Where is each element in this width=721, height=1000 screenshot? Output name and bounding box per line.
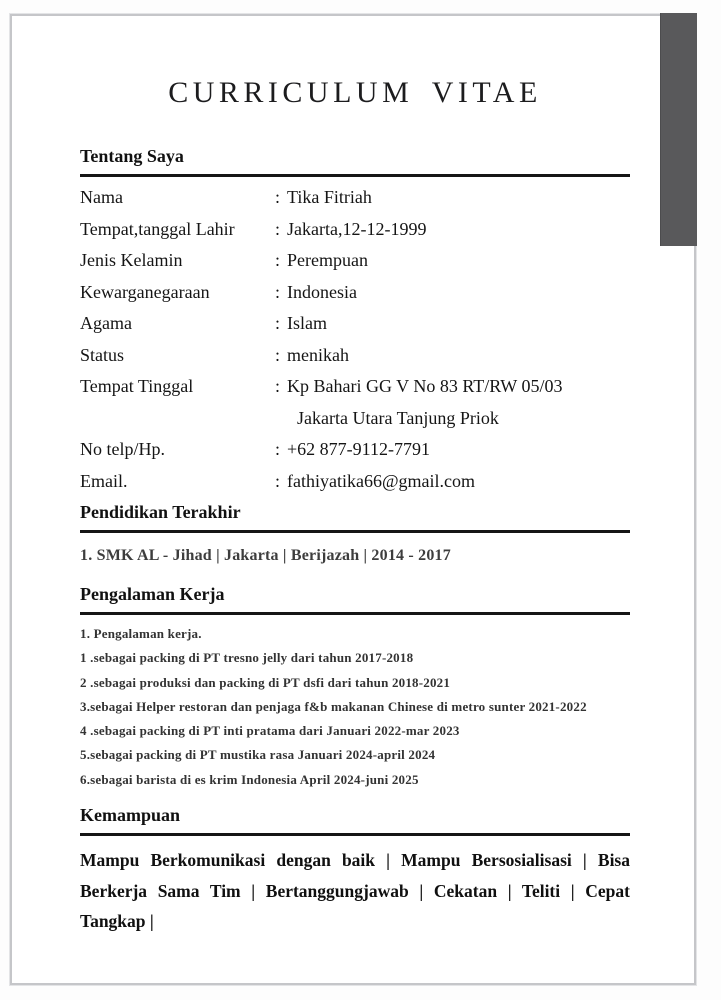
field-separator: : <box>275 281 281 302</box>
about-row-status <box>80 340 630 372</box>
field-value <box>287 371 630 434</box>
field-value: menikah <box>287 344 349 365</box>
scrollbar-thumb[interactable] <box>660 13 697 246</box>
education-item: 1. SMK AL - Jihad | Jakarta | Berijazah | 2014 - 2017 <box>80 547 451 564</box>
field-value: Indonesia <box>287 281 357 302</box>
about-table <box>80 182 630 497</box>
field-label: Email. <box>80 470 128 491</box>
section-heading-tentang-saya: Tentang Saya <box>80 146 630 177</box>
field-value: fathiyatika66@gmail.com <box>287 470 476 491</box>
experience-item: 1. Pengalaman kerja. <box>80 626 202 641</box>
address-line-1: Kp Bahari GG V No 83 RT/RW 05/03 <box>287 376 563 396</box>
experience-item: 3.sebagai Helper restoran dan penjaga f&b makanan Chinese di metro sunter 2021-2022 <box>80 698 587 714</box>
field-value: +62 877-9112-7791 <box>287 439 430 459</box>
section-heading-kemampuan: Kemampuan <box>80 805 630 836</box>
field-label: Tempat Tinggal <box>80 376 194 396</box>
field-label: Jenis Kelamin <box>80 250 183 270</box>
experience-item: 4 .sebagai packing di PT inti pratama dari Januari 2022-mar 2023 <box>80 723 460 739</box>
about-row-tempat-tinggal <box>80 371 630 434</box>
about-row-kewarganegaraan <box>80 277 630 309</box>
about-row-jenis-kelamin <box>80 245 630 277</box>
field-label: Status <box>80 344 125 365</box>
field-label: Agama <box>80 313 132 333</box>
experience-list <box>80 622 630 792</box>
field-separator: : <box>275 344 281 365</box>
skills-text: Mampu Berkomunikasi dengan baik | Mampu Bersosialisasi | Bisa Berkerja Sama Tim | Bertanggungjawab | Cekatan | Teliti | Cepat Tangkap | <box>80 850 630 932</box>
about-row-tempat-tanggal-lahir <box>80 214 630 246</box>
field-separator: : <box>275 250 281 270</box>
about-row-agama <box>80 308 630 340</box>
field-separator: : <box>275 439 281 459</box>
about-row-nama <box>80 182 630 214</box>
field-separator: : <box>275 218 281 239</box>
field-label: Tempat,tanggal Lahir <box>80 218 235 239</box>
section-heading-pendidikan-terakhir: Pendidikan Terakhir <box>80 502 630 533</box>
field-label: No telp/Hp. <box>80 439 165 459</box>
experience-item: 1 .sebagai packing di PT tresno jelly dari tahun 2017-2018 <box>80 650 414 666</box>
field-label: Kewarganegaraan <box>80 281 210 302</box>
experience-item: 6.sebagai barista di es krim Indonesia April 2024-juni 2025 <box>80 771 419 787</box>
field-value: Perempuan <box>287 250 368 270</box>
cv-page <box>10 14 696 985</box>
field-value: Islam <box>287 313 328 333</box>
field-separator: : <box>275 313 281 333</box>
experience-item: 2 .sebagai produksi dan packing di PT dsfi dari tahun 2018-2021 <box>80 674 451 690</box>
field-separator: : <box>275 187 281 207</box>
address-line-2: Jakarta Utara Tanjung Priok <box>297 407 499 428</box>
field-separator: : <box>275 376 281 396</box>
experience-item: 5.sebagai packing di PT mustika rasa Januari 2024-april 2024 <box>80 747 436 763</box>
field-label: Nama <box>80 187 123 207</box>
section-heading-pengalaman-kerja: Pengalaman Kerja <box>80 584 630 615</box>
field-value: Jakarta,12-12-1999 <box>287 218 427 239</box>
page-title: CURRICULUM VITAE <box>168 76 542 109</box>
about-row-email <box>80 466 630 498</box>
field-separator: : <box>275 470 281 491</box>
about-row-telepon <box>80 434 630 466</box>
field-value: Tika Fitriah <box>287 187 372 207</box>
